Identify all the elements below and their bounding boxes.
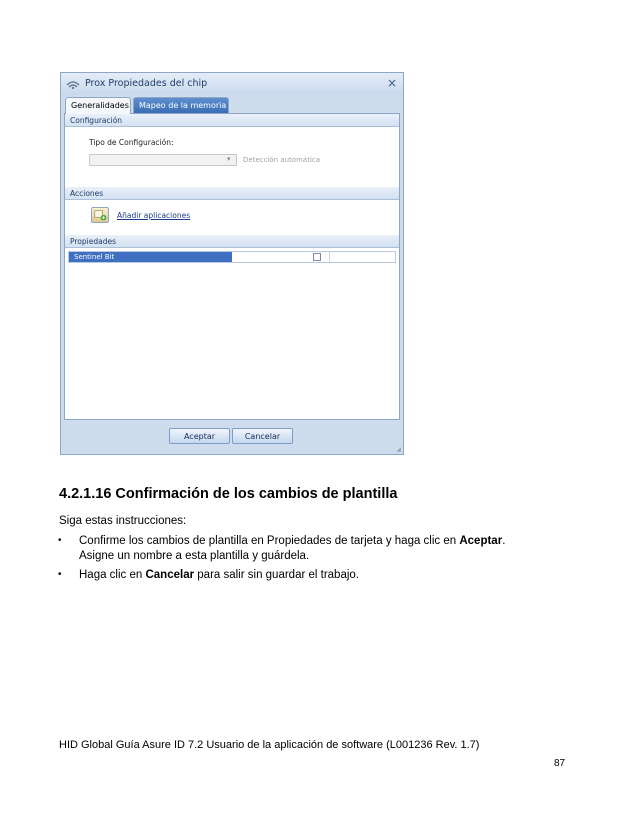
bullet-one-text-part: Confirme los cambios de plantilla en Propiedades de tarjeta y haga clic en <box>79 535 460 547</box>
section-header-propiedades: Propiedades <box>65 235 399 248</box>
intro-text: Siga estas instrucciones: <box>59 515 187 527</box>
cancel-button[interactable]: Cancelar <box>232 428 293 444</box>
page-footer: HID Global Guía Asure ID 7.2 Usuario de la aplicación de software (L001236 Rev. 1.7) <box>59 739 480 751</box>
bullet-icon: • <box>58 535 62 546</box>
add-application-icon[interactable] <box>91 207 109 223</box>
dialog-title: Prox Propiedades del chip <box>85 78 208 89</box>
dialog-titlebar <box>61 73 403 95</box>
accept-button[interactable]: Aceptar <box>169 428 230 444</box>
property-name: Sentinel Bit <box>69 252 232 262</box>
section-header-configuracion: Configuración <box>65 114 399 127</box>
config-type-label: Tipo de Configuración: <box>89 138 174 147</box>
property-divider <box>329 252 330 262</box>
chevron-down-icon[interactable]: ▾ <box>227 155 231 163</box>
auto-detect-label: Detección automática <box>243 156 321 164</box>
tab-panel <box>64 113 400 420</box>
bullet-one-text-end: . <box>502 535 506 547</box>
bullet-two-text-part: Haga clic en <box>79 569 146 581</box>
bullet-two-text <box>79 568 359 583</box>
page-number: 87 <box>554 758 566 769</box>
property-value <box>233 252 395 262</box>
property-row-sentinel-bit[interactable] <box>68 251 396 263</box>
section-heading: 4.2.1.16 Confirmación de los cambios de plantilla <box>59 486 398 502</box>
sentinel-bit-checkbox[interactable] <box>313 253 321 261</box>
close-icon[interactable]: × <box>386 76 397 90</box>
tab-mapeo-memoria[interactable]: Mapeo de la memoria <box>133 97 229 113</box>
bullet-one-bold: Aceptar <box>459 535 503 547</box>
bullet-one-line2: Asigne un nombre a esta plantilla y guárdela. <box>79 550 310 562</box>
chip-icon <box>66 78 80 90</box>
bullet-two-bold: Cancelar <box>145 569 195 581</box>
bullet-one-text <box>79 534 505 564</box>
bullet-one-line1 <box>79 535 505 547</box>
section-header-acciones: Acciones <box>65 187 399 200</box>
resize-grip-icon[interactable]: ◢ <box>396 446 401 453</box>
config-type-select[interactable] <box>89 154 237 166</box>
bullet-icon: • <box>58 569 62 580</box>
tab-generalidades[interactable]: Generalidades <box>65 97 131 114</box>
bullet-two-text-end: para salir sin guardar el trabajo. <box>194 569 359 581</box>
chip-properties-dialog <box>60 72 404 455</box>
add-applications-link[interactable]: Añadir aplicaciones <box>117 211 191 220</box>
